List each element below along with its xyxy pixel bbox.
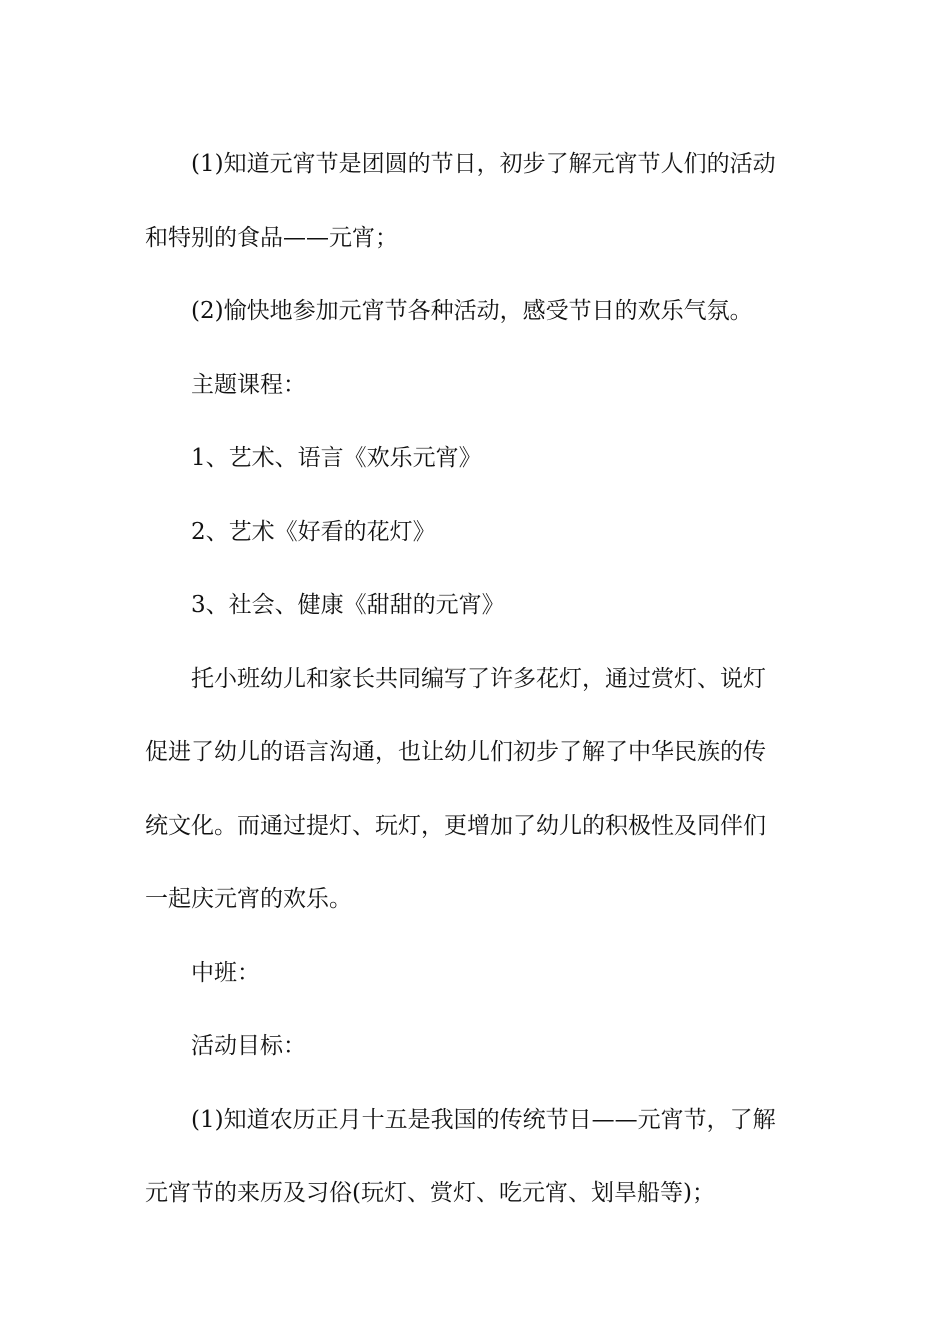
course-item-2: 2、艺术《好看的花灯》 bbox=[191, 518, 436, 545]
goal-1-line-1: (1)知道元宵节是团圆的节日，初步了解元宵节人们的活动 bbox=[191, 151, 776, 177]
goal-2-line: (2)愉快地参加元宵节各种活动，感受节日的欢乐气氛。 bbox=[191, 298, 753, 324]
course-item-1: 1、艺术、语言《欢乐元宵》 bbox=[191, 445, 482, 471]
summary-line-3: 统文化。而通过提灯、玩灯，更增加了幼儿的积极性及同伴们 bbox=[145, 812, 766, 839]
course-item-3: 3、社会、健康《甜甜的元宵》 bbox=[191, 592, 505, 618]
summary-line-2: 促进了幼儿的语言沟通，也让幼儿们初步了解了中华民族的传 bbox=[145, 739, 766, 765]
summary-line-4: 一起庆元宵的欢乐。 bbox=[145, 886, 352, 912]
document-body bbox=[145, 128, 807, 1231]
summary-line-1: 托小班幼儿和家长共同编写了许多花灯，通过赏灯、说灯 bbox=[191, 665, 766, 692]
middle-goal-1-line-1: (1)知道农历正月十五是我国的传统节日——元宵节，了解 bbox=[191, 1106, 776, 1133]
middle-goal-1-line-2: 元宵节的来历及习俗(玩灯、赏灯、吃元宵、划旱船等)； bbox=[145, 1180, 715, 1206]
activity-goal-heading: 活动目标： bbox=[191, 1033, 306, 1059]
goal-1-line-2: 和特别的食品——元宵； bbox=[145, 224, 398, 251]
theme-course-heading: 主题课程： bbox=[191, 371, 306, 398]
middle-class-heading: 中班： bbox=[191, 959, 260, 986]
